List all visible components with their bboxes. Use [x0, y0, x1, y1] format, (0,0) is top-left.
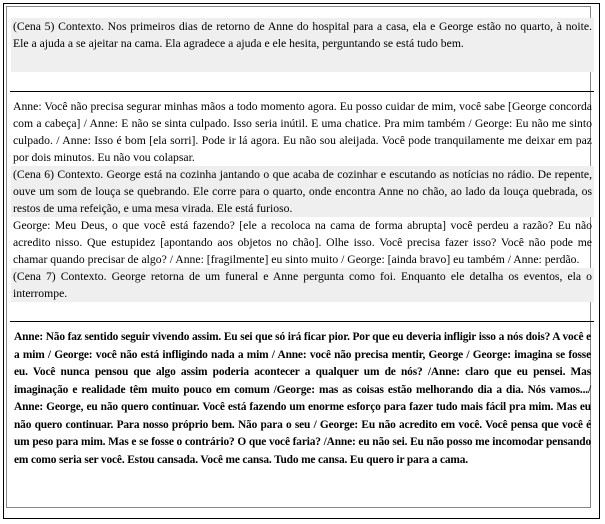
scene7-context: (Cena 7) Contexto. George retorna de um funeral e Anne pergunta como foi. Enquanto ele detalha os eventos, ela o interrompe.	[13, 270, 592, 300]
divider-1	[10, 91, 594, 92]
scene5-dialogue: Anne: Você não precisa segurar minhas mãos a todo momento agora. Eu posso cuidar de mim, você sabe [George concorda com a cabeça] / Anne: E não se sinta culpado. Isso seria inútil. E uma chatice. Pra mim também / George: Eu não me sinto culpado. / Anne: Isso é bom [ela sorri]. Pode ir lá agora. Eu não sou aleijada. Você pode tranquilamente me deixar em paz por dois minutos. Eu não vou colapsar.	[13, 100, 592, 164]
dialogue-block	[11, 98, 594, 302]
divider-2	[10, 321, 594, 322]
scene6-dialogue: George: Meu Deus, o que você está fazendo? [ele a recoloca na cama de forma abrupta] você perdeu a razão? Eu não acredito nisso. Que estupidez [apontando aos objetos no chão]. Olhe isso. Você precisa fazer isso? Você não pode me chamar quando precisar de algo? / Anne: [fragilmente] eu sinto muito / George: [ainda bravo] eu também / Anne: perdão.	[13, 219, 592, 266]
scene5-context: (Cena 5) Contexto. Nos primeiros dias de retorno de Anne do hospital para a casa, ela e George estão no quarto, à noite. Ele a ajuda a se ajeitar na cama. Ela agradece a ajuda e ele hesita, perguntando se está tudo bem.	[11, 18, 594, 72]
scene7-dialogue: Anne: Não faz sentido seguir vivendo assim. Eu sei que só irá ficar pior. Por que eu deveria infligir isso a nós dois? A você e a mim / George: você não está infligindo nada a mim / Anne: você não precisa mentir, George / George: imagina se fosse eu. Você nunca pensou que algo assim poderia acontecer a qualquer um de nós? /Anne: claro que eu pensei. Mas imaginação e realidade têm muito pouco em comum /George: mas as coisas estão melhorando dia a dia. Nós vamos.../ Anne: George, eu não quero continuar. Você está fazendo um enorme esforço para fazer tudo mais fácil pra mim. Mas eu não quero continuar. Para nosso próprio bem. Não para o seu / George: Eu não acredito em você. Você pensa que você é um peso para mim. Mas e se fosse o contrário? O que você faria? /Anne: eu não sei. Eu não posso me incomodar pensando em como seria ser você. Estou cansada. Você me cansa. Tudo me cansa. Eu quero ir para a cama.	[14, 331, 591, 466]
scene6-context: (Cena 6) Contexto. George está na cozinha jantando o que acaba de cozinhar e escutando as notícias no rádio. De repente, ouve um som de louça se quebrando. Ele corre para o quarto, onde encontra Anne no chão, ao lado da louça quebrada, os restos de uma refeição, e uma mesa virada. Ele está furioso.	[13, 168, 592, 215]
